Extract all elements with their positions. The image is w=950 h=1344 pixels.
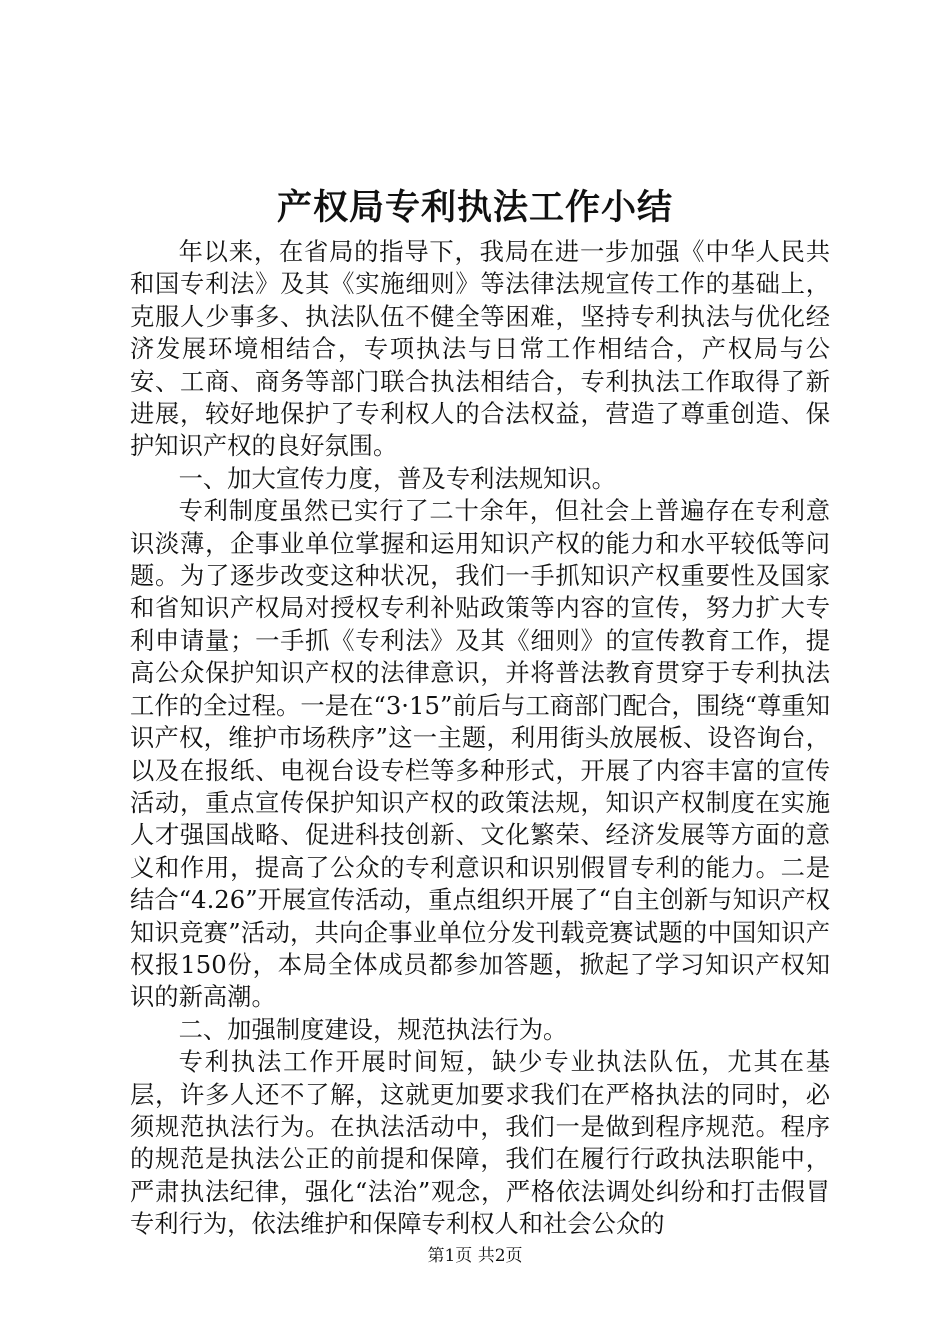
section-heading-1: 一、加大宣传力度，普及专利法规知识。 (178, 463, 616, 493)
document-body (130, 236, 830, 1241)
page-footer: 第1页 共2页 (427, 1246, 523, 1266)
document-title: 产权局专利执法工作小结 (276, 187, 673, 228)
section-heading-2: 二、加强制度建设，规范执法行为。 (178, 1014, 568, 1044)
section-2-paragraph: 专利执法工作开展时间短，缺少专业执法队伍，尤其在基层，许多人还不了解，这就更加要求我们在严格执法的同时，必须规范执法行为。在执法活动中，我们一是做到程序规范。程序的规范是执法公正的前提和保障，我们在履行行政执法职能中，严肃执法纪律，强化“法治”观念，严格依法调处纠纷和打击假冒专利行为，依法维护和保障专利权人和社会公众的 (130, 1047, 830, 1239)
intro-paragraph: 年以来，在省局的指导下，我局在进一步加强《中华人民共和国专利法》及其《实施细则》等法律法规宣传工作的基础上，克服人少事多、执法队伍不健全等困难，坚持专利执法与优化经济发展环境相结合，专项执法与日常工作相结合，产权局与公安、工商、商务等部门联合执法相结合，专利执法工作取得了新进展，较好地保护了专利权人的合法权益，营造了尊重创造、保护知识产权的良好氛围。 (130, 237, 830, 461)
section-1-paragraph: 专利制度虽然已实行了二十余年，但社会上普遍存在专利意识淡薄，企事业单位掌握和运用知识产权的能力和水平较低等问题。为了逐步改变这种状况，我们一手抓知识产权重要性及国家和省知识产权局对授权专利补贴政策等内容的宣传，努力扩大专利申请量；一手抓《专利法》及其《细则》的宣传教育工作，提高公众保护知识产权的法律意识，并将普法教育贯穿于专利执法工作的全过程。一是在“3·15”前后与工商部门配合，围绕“尊重知识产权，维护市场秩序”这一主题，利用街头放展板、设咨询台，以及在报纸、电视台设专栏等多种形式，开展了内容丰富的宣传活动，重点宣传保护知识产权的政策法规，知识产权制度在实施人才强国战略、促进科技创新、文化繁荣、经济发展等方面的意义和作用，提高了公众的专利意识和识别假冒专利的能力。二是结合“4.26”开展宣传活动，重点组织开展了“自主创新与知识产权知识竞赛”活动，共向企事业单位分发刊载竞赛试题的中国知识产权报150份，本局全体成员都参加答题，掀起了学习知识产权知识的新高潮。 (130, 496, 830, 1012)
